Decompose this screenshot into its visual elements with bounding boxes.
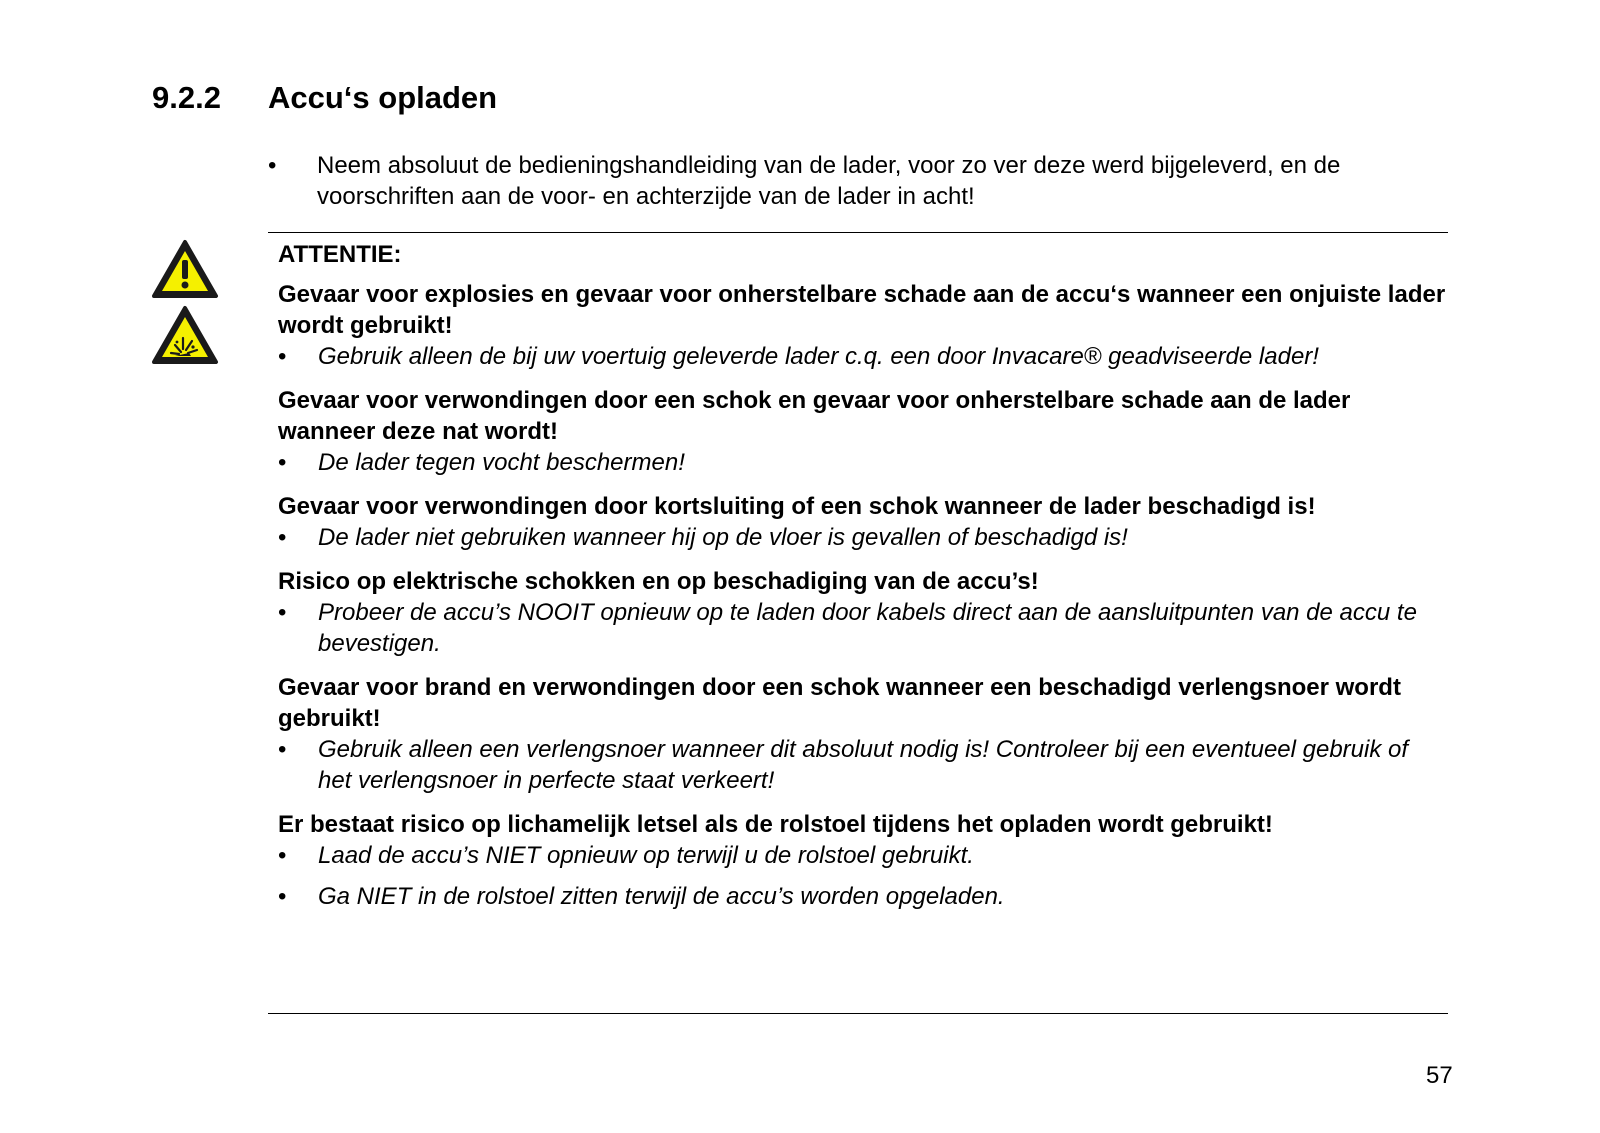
warning-instruction bbox=[278, 522, 1448, 553]
instruction-text: Ga NIET in de rolstoel zitten terwijl de accu’s worden opgeladen. bbox=[318, 883, 1005, 910]
warning-group bbox=[278, 566, 1448, 659]
warning-header: Gevaar voor explosies en gevaar voor onherstelbare schade aan de accu‘s wanneer een onjuiste lader wordt gebruikt! bbox=[278, 281, 1446, 339]
section-title: Accu‘s opladen bbox=[268, 80, 498, 115]
instruction-text: Laad de accu’s NIET opnieuw op terwijl u de rolstoel gebruikt. bbox=[318, 842, 974, 869]
bullet-glyph: • bbox=[278, 524, 287, 551]
intro-paragraph bbox=[268, 150, 1448, 212]
instruction-text: Gebruik alleen de bij uw voertuig geleverde lader c.q. een door Invacare® geadviseerde lader! bbox=[318, 343, 1319, 370]
bullet-glyph: • bbox=[278, 883, 287, 910]
warning-instruction bbox=[278, 840, 1448, 871]
intro-bullet-item bbox=[268, 150, 1448, 212]
warning-header: Risico op elektrische schokken en op beschadiging van de accu’s! bbox=[278, 568, 1039, 595]
top-divider bbox=[268, 232, 1448, 233]
explosion-hazard-icon bbox=[151, 305, 219, 365]
bullet-glyph: • bbox=[278, 449, 287, 476]
warning-header: Er bestaat risico op lichamelijk letsel als de rolstoel tijdens het opladen wordt gebruikt! bbox=[278, 811, 1273, 838]
instruction-text: Probeer de accu’s NOOIT opnieuw op te laden door kabels direct aan de aansluitpunten van de accu te bevestigen. bbox=[318, 599, 1417, 657]
warning-instruction bbox=[278, 734, 1448, 796]
warning-header: Gevaar voor brand en verwondingen door een schok wanneer een beschadigd verlengsnoer wordt gebruikt! bbox=[278, 674, 1401, 732]
warning-group bbox=[278, 809, 1448, 912]
attention-block bbox=[278, 239, 1448, 925]
bullet-glyph: • bbox=[278, 343, 287, 370]
warning-instruction bbox=[278, 881, 1448, 912]
section-number: 9.2.2 bbox=[152, 80, 221, 115]
instruction-text: De lader tegen vocht beschermen! bbox=[318, 449, 685, 476]
bullet-glyph: • bbox=[278, 599, 287, 626]
bullet-glyph: • bbox=[278, 842, 287, 869]
warning-instruction bbox=[278, 597, 1448, 659]
warning-triangle-icon bbox=[151, 239, 219, 299]
warning-instruction bbox=[278, 341, 1448, 372]
warning-header: Gevaar voor verwondingen door een schok en gevaar voor onherstelbare schade aan de lader wanneer deze nat wordt! bbox=[278, 387, 1351, 445]
bullet-glyph: • bbox=[268, 152, 277, 179]
warning-instruction bbox=[278, 447, 1448, 478]
instruction-text: De lader niet gebruiken wanneer hij op de vloer is gevallen of beschadigd is! bbox=[318, 524, 1128, 551]
warning-header: Gevaar voor verwondingen door kortsluiting of een schok wanneer de lader beschadigd is! bbox=[278, 493, 1316, 520]
intro-text: Neem absoluut de bedieningshandleiding van de lader, voor zo ver deze werd bijgeleverd, en de voorschriften aan de voor- en achterzijde van de lader in acht! bbox=[317, 152, 1341, 210]
warning-group bbox=[278, 491, 1448, 553]
bottom-divider bbox=[268, 1013, 1448, 1014]
hazard-icons bbox=[151, 239, 221, 371]
instruction-text: Gebruik alleen een verlengsnoer wanneer dit absoluut nodig is! Controleer bij een eventueel gebruik of het verlengsnoer in perfecte staat verkeert! bbox=[318, 736, 1409, 794]
warning-group bbox=[278, 279, 1448, 372]
attention-label: ATTENTIE: bbox=[278, 241, 402, 268]
bullet-glyph: • bbox=[278, 736, 287, 763]
warning-group bbox=[278, 672, 1448, 796]
page-number: 57 bbox=[1426, 1062, 1453, 1089]
warning-group bbox=[278, 385, 1448, 478]
